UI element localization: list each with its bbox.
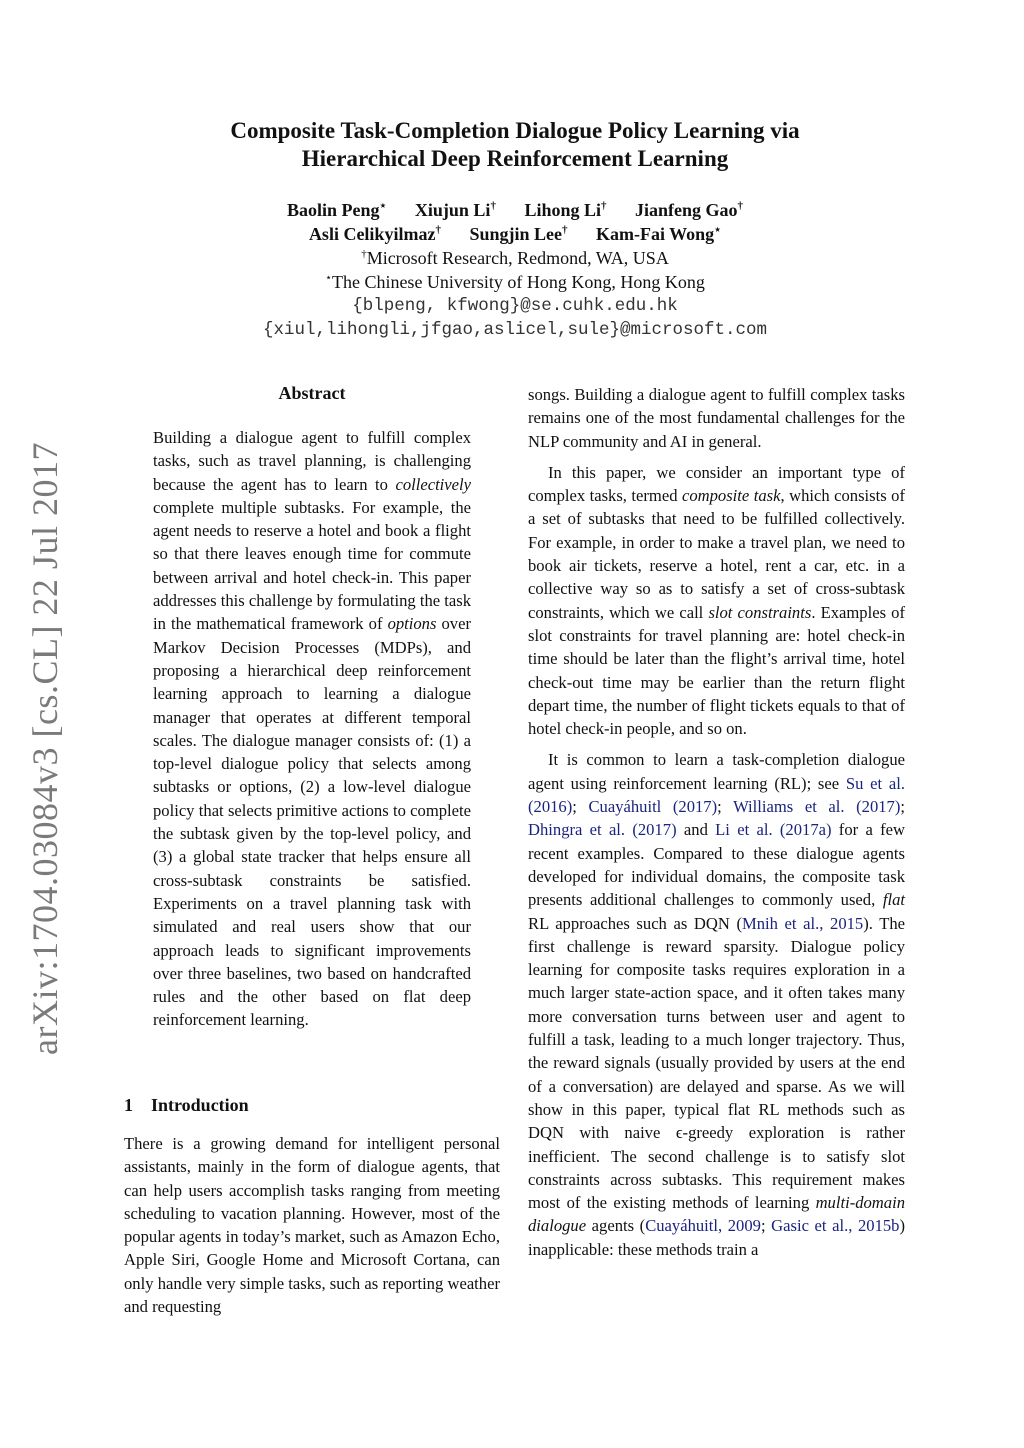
- author: Sungjin Lee†: [469, 224, 568, 244]
- citation-link[interactable]: Li et al. (2017a): [715, 820, 832, 840]
- email-microsoft: {xiul,lihongli,jfgao,aslicel,sule}@microsoft.com: [262, 320, 768, 340]
- introduction-paragraph: There is a growing demand for intelligent personal assistants, mainly in the form of dialogue agents, that can help users accomplish tasks ranging from meeting scheduling to vacation planning. However, most of the popular agents in today’s market, such as Amazon Echo, Apple Siri, Google Home and Microsoft Cortana, can only handle very simple tasks, such as reporting weather and requesting: [124, 1134, 500, 1317]
- right-column-text: [528, 383, 905, 1269]
- citation-link[interactable]: Gasic et al., 2015b: [771, 1216, 900, 1236]
- citation-link[interactable]: Williams et al. (2017): [733, 797, 901, 817]
- arxiv-identifier: arXiv:1704.03084v3 [cs.CL] 22 Jul 2017: [25, 442, 65, 1055]
- affiliation-cuhk: ⋆The Chinese University of Hong Kong, Hong Kong: [325, 272, 705, 292]
- paper-title: [100, 117, 930, 173]
- section-heading-introduction: 1 Introduction: [124, 1095, 249, 1115]
- title-line-1: Composite Task-Completion Dialogue Policy Learning via: [230, 118, 800, 143]
- paragraph: It is common to learn a task-completion dialogue agent using reinforcement learning (RL); see Su et al. (2016); Cuayáhuitl (2017); Williams et al. (2017); Dhingra et al. (2017) and Li et al. (2017a) for a few recent examples. Compared to these dialogue agents developed for individual domains, the composite task presents additional challenges to commonly used, flat RL approaches such as DQN (Mnih et al., 2015). The first challenge is reward sparsity. Dialogue policy learning for composite tasks requires exploration in a much larger state-action space, and it often takes many more conversation turns between user and agent to fulfill a task, leading to a much longer trajectory. Thus, the reward signals (usually provided by users at the end of a conversation) are delayed and sparse. As we will show in this paper, typical flat RL methods such as DQN with naive ϵ-greedy exploration is rather inefficient. The second challenge is to satisfy slot constraints across subtasks. This requirement makes most of the existing methods of learning multi-domain dialogue agents (Cuayáhuitl, 2009; Gasic et al., 2015b) inapplicable: these methods train a: [528, 750, 905, 1259]
- author: Baolin Peng⋆: [286, 200, 387, 220]
- author-block: [100, 198, 930, 342]
- citation-link[interactable]: Su et al. (2016): [528, 773, 905, 817]
- abstract-text: Building a dialogue agent to fulfill complex tasks, such as travel planning, is challenging because the agent has to learn to collectively complete multiple subtasks. For example, the agent needs to reserve a hotel and book a flight so that there leaves enough time for commute between arrival and hotel check-in. This paper addresses this challenge by formulating the task in the mathematical framework of options over Markov Decision Processes (MDPs), and proposing a hierarchical deep reinforcement learning approach to learning a dialogue manager that operates at different temporal scales. The dialogue manager consists of: (1) a top-level dialogue policy that selects among subtasks or options, (2) a low-level dialogue policy that selects primitive actions to complete the subtask given by the top-level policy, and (3) a global state tracker that helps ensure all cross-subtask constraints be satisfied. Experiments on a travel planning task with simulated and real users show that our approach leads to significant improvements over three baselines, two based on handcrafted rules and the other based on flat deep reinforcement learning.: [153, 428, 471, 1030]
- author: Kam-Fai Wong⋆: [595, 224, 722, 244]
- citation-link[interactable]: Dhingra et al. (2017): [528, 820, 677, 840]
- citation-link[interactable]: Mnih et al., 2015: [741, 913, 864, 933]
- author: Xiujun Li†: [414, 200, 496, 220]
- author: Asli Celikyilmaz†: [308, 224, 441, 244]
- author-row-2: [100, 222, 930, 246]
- author: Lihong Li†: [524, 200, 607, 220]
- author: Jianfeng Gao†: [634, 200, 743, 220]
- citation-link[interactable]: Cuayáhuitl, 2009: [645, 1216, 761, 1236]
- abstract-heading: Abstract: [278, 383, 346, 403]
- affiliation-msr: †Microsoft Research, Redmond, WA, USA: [361, 248, 669, 268]
- paragraph: songs. Building a dialogue agent to fulfill complex tasks remains one of the most fundamental challenges for the NLP community and AI in general.: [528, 385, 905, 451]
- title-line-2: Hierarchical Deep Reinforcement Learning: [301, 146, 729, 171]
- author-row-1: [100, 198, 930, 222]
- email-cuhk: {blpeng, kfwong}@se.cuhk.edu.hk: [352, 296, 678, 316]
- citation-link[interactable]: Cuayáhuitl (2017): [588, 797, 718, 817]
- paragraph: In this paper, we consider an important type of complex tasks, termed composite task, which consists of a set of subtasks that need to be fulfilled collectively. For example, in order to make a travel plan, we need to book air tickets, reserve a hotel, rent a car, etc. in a collective way so as to satisfy a set of cross-subtask constraints, which we call slot constraints. Examples of slot constraints for travel planning are: hotel check-in time should be later than the flight’s arrival time, hotel check-out time may be earlier than the return flight depart time, the number of flight tickets equals to that of hotel check-in people, and so on.: [528, 462, 905, 739]
